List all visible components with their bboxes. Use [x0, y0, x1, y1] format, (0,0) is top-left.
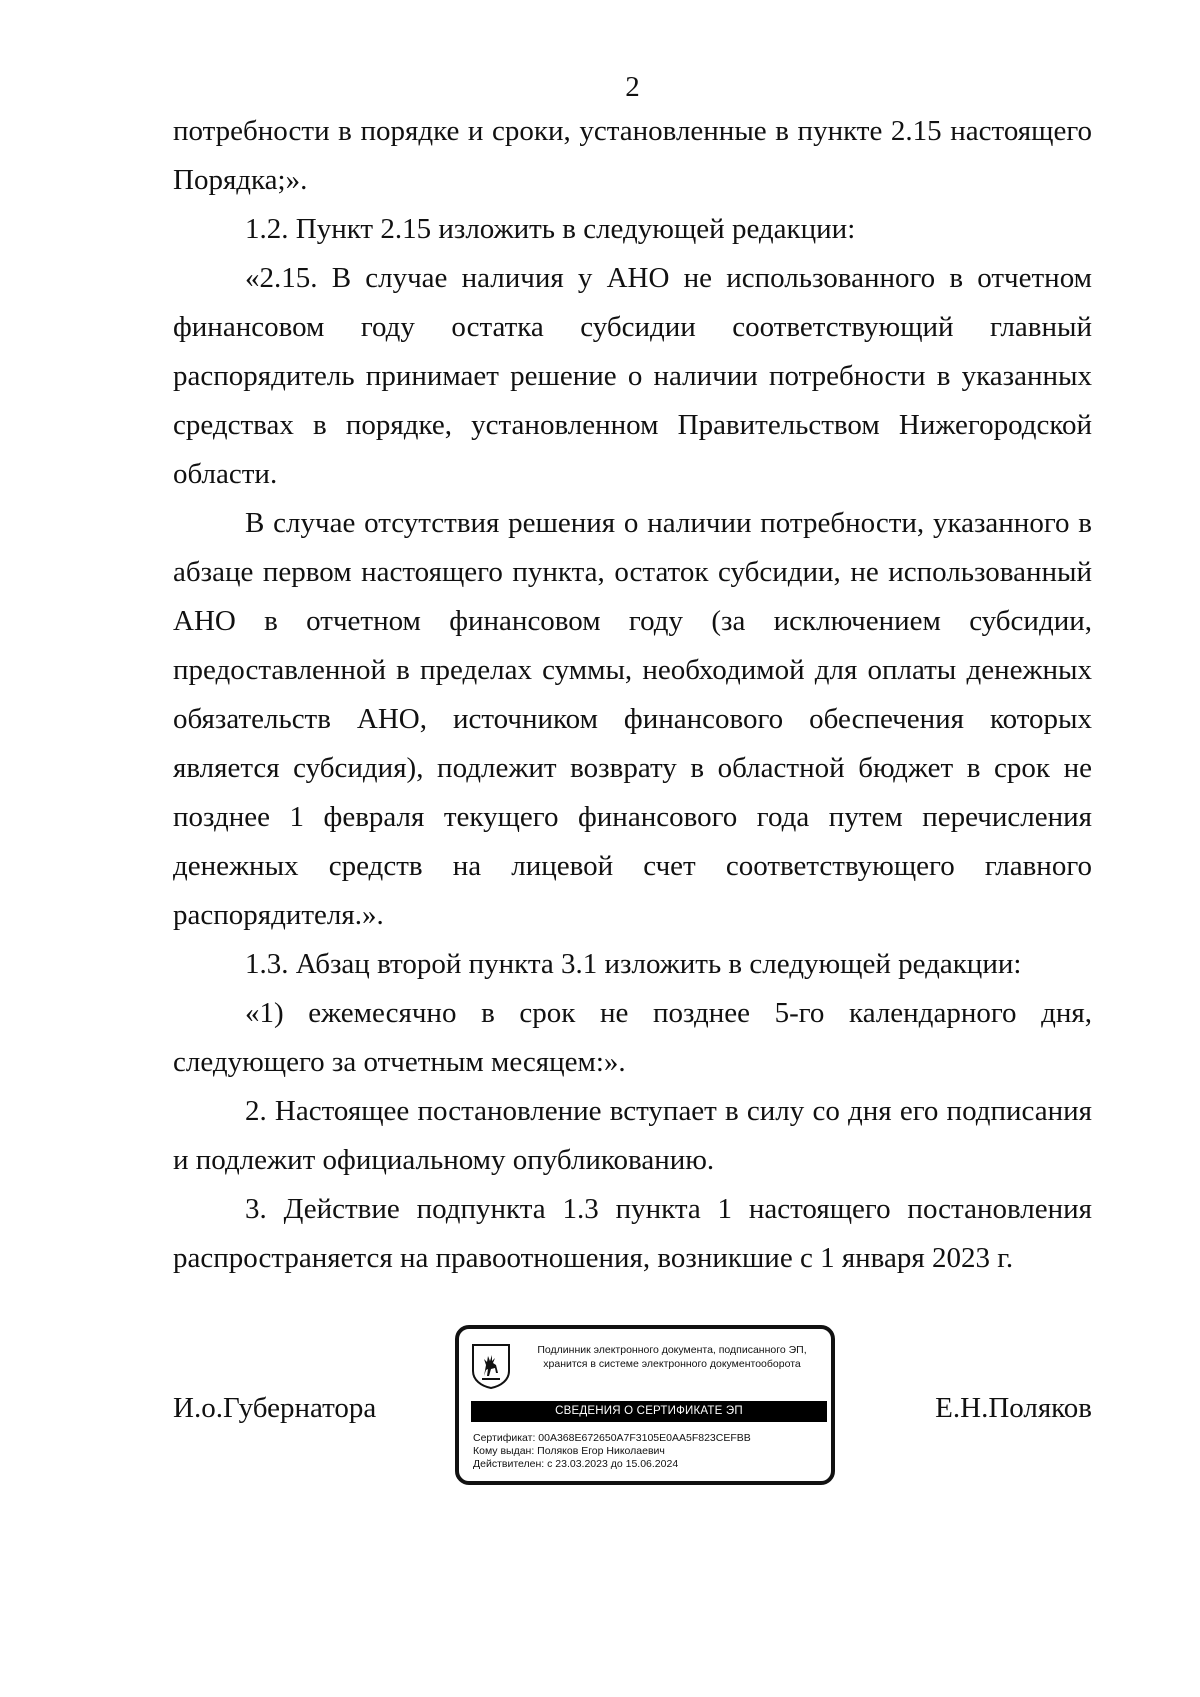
paragraph-item-1-3: 1.3. Абзац второй пункта 3.1 изложить в следующей редакции: [245, 948, 1022, 980]
stamp-header-bar: СВЕДЕНИЯ О СЕРТИФИКАТЕ ЭП [471, 1401, 827, 1422]
stamp-notice-line-2: хранится в системе электронного документооборота [543, 1358, 801, 1370]
signatory-name: Е.Н.Поляков [935, 1392, 1092, 1424]
paragraph-item-3: 3. Действие подпункта 1.3 пункта 1 настоящего постановления распространяется на правоотношения, возникшие с 1 января 2023 г. [173, 1193, 1092, 1274]
electronic-signature-stamp [455, 1325, 835, 1485]
certificate-details [473, 1432, 829, 1471]
paragraph-item-2: 2. Настоящее постановление вступает в силу со дня его подписания и подлежит официальному опубликованию. [173, 1095, 1092, 1176]
certificate-validity: Действителен: с 23.03.2023 до 15.06.2024 [473, 1458, 679, 1470]
stamp-notice-line-1: Подлинник электронного документа, подписанного ЭП, [537, 1344, 807, 1356]
paragraph-item-2-15: «2.15. В случае наличия у АНО не использованного в отчетном финансовом году остатка субсидии соответствующий главный распорядитель принимает решение о наличии потребности в указанных средствах в порядке, установленном Правительством Нижегородской области. [173, 262, 1092, 490]
deer-coat-of-arms-icon [471, 1343, 511, 1389]
certificate-serial: Сертификат: 00A368E672650A7F3105E0AA5F823CEFBB [473, 1432, 751, 1444]
stamp-notice [517, 1343, 827, 1371]
page-number: 2 [625, 71, 640, 103]
paragraph-item-2-15-second: В случае отсутствия решения о наличии потребности, указанного в абзаце первом настоящего пункта, остаток субсидии, не использованный АНО в отчетном финансовом году (за исключением субсидии, предоставленной в пределах суммы, необходимой для оплаты денежных обязательств АНО, источником финансового обеспечения которых является субсидия), подлежит возврату в областной бюджет в срок не позднее 1 февраля текущего финансового года путем перечисления денежных средств на лицевой счет соответствующего главного распорядителя.». [173, 507, 1092, 931]
signature-block [173, 1325, 1092, 1495]
paragraph-item-1-2: 1.2. Пункт 2.15 изложить в следующей редакции: [245, 213, 856, 245]
certificate-owner: Кому выдан: Поляков Егор Николаевич [473, 1445, 665, 1457]
signatory-position: И.о.Губернатора [173, 1392, 377, 1424]
paragraph-continuation: потребности в порядке и сроки, установленные в пункте 2.15 настоящего Порядка;». [173, 115, 1092, 196]
document-body [173, 107, 1092, 1283]
paragraph-item-1-3-text: «1) ежемесячно в срок не позднее 5-го календарного дня, следующего за отчетным месяцем:». [173, 997, 1092, 1078]
